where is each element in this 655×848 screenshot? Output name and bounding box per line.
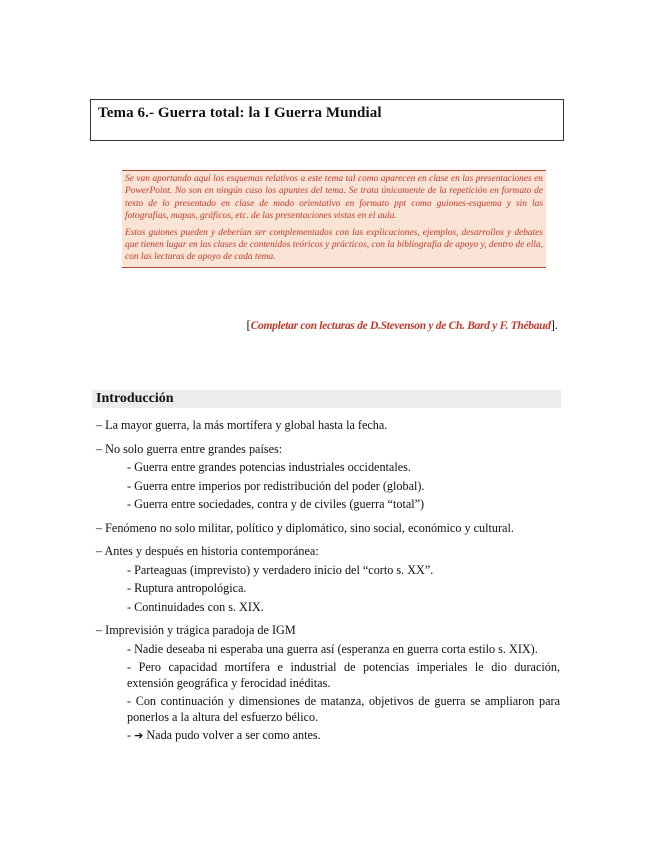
- sub-item: - Guerra entre imperios por redistribución del poder (global).: [127, 478, 425, 493]
- list-item: [96, 623, 560, 744]
- reading-bracket-close: ].: [550, 318, 558, 332]
- sub-item: - Nadie deseaba ni esperaba una guerra así (esperanza en guerra corta estilo s. XIX).: [127, 641, 538, 656]
- reading-note: [246, 318, 558, 333]
- final-sub-item: [127, 728, 560, 744]
- list-item-text: – Imprevisión y trágica paradoja de IGM: [96, 623, 296, 637]
- sub-list: [127, 563, 560, 616]
- sub-item: - Guerra entre sociedades, contra y de civiles (guerra “total”): [127, 497, 425, 511]
- sub-item: - Ruptura antropológica.: [127, 581, 247, 595]
- notice-paragraph-2: Estos guiones pueden y deberían ser complementados con las explicaciones, ejemplos, desarrollos y debates que tienen lugar en las clases de contenidos teóricos y prácticos, con la bibliografía de apoyo y, dentro de ella, con las lecturas de apoyo de cada tema.: [125, 227, 543, 263]
- list-item-text: – No solo guerra entre grandes países:: [96, 441, 283, 456]
- sub-item: - Pero capacidad mortífera e industrial de potencias imperiales le dio duración, extensión geográfica y ferocidad inéditas.: [127, 660, 560, 690]
- reading-note-text: Completar con lecturas de D.Stevenson y de Ch. Bard y F. Thébaud: [250, 320, 551, 332]
- sub-item: - Guerra entre grandes potencias industriales occidentales.: [127, 460, 411, 474]
- list-item: [96, 442, 560, 513]
- list-item-text: – La mayor guerra, la más mortífera y global hasta la fecha.: [96, 418, 388, 432]
- notice-box: [122, 170, 546, 268]
- title-box: [90, 99, 564, 141]
- sub-list: [127, 460, 560, 513]
- sub-list: [127, 642, 560, 744]
- notice-paragraph-1: Se van aportando aquí los esquemas relativos a este tema tal como aparecen en clase en las presentaciones en PowerPoint. No son en ningún caso los apuntes del tema. Se trata únicamente de la repetición en formato de texto de lo presentado en clase de modo orientativo en formato ppt como guiones-esquema y sin las fotografías, mapas, gráficos, etc. de las presentaciones vistas en el aula.: [125, 174, 543, 222]
- list-item-text: – Antes y después en historia contemporánea:: [96, 544, 319, 558]
- final-prefix: -: [127, 728, 135, 742]
- list-item: [96, 418, 560, 434]
- final-text: Nada pudo volver a ser como antes.: [143, 728, 321, 742]
- list-item: [96, 544, 560, 615]
- right-arrow-icon: ➔: [134, 729, 144, 742]
- page-title: Tema 6.- Guerra total: la I Guerra Mundial: [98, 105, 382, 121]
- list-item-text: – Fenómeno no solo militar, político y diplomático, sino social, económico y cultural.: [96, 520, 514, 535]
- sub-item: - Parteaguas (imprevisto) y verdadero inicio del “corto s. XX”.: [127, 562, 434, 577]
- sub-item: - Continuidades con s. XIX.: [127, 599, 264, 614]
- section-content: [96, 418, 560, 752]
- list-item: [96, 521, 560, 537]
- sub-item: - Con continuación y dimensiones de matanza, objetivos de guerra se ampliaron para ponerlos a la altura del esfuerzo bélico.: [127, 694, 560, 724]
- reading-bracket-open: [: [246, 318, 251, 332]
- section-heading: Introducción: [92, 390, 561, 408]
